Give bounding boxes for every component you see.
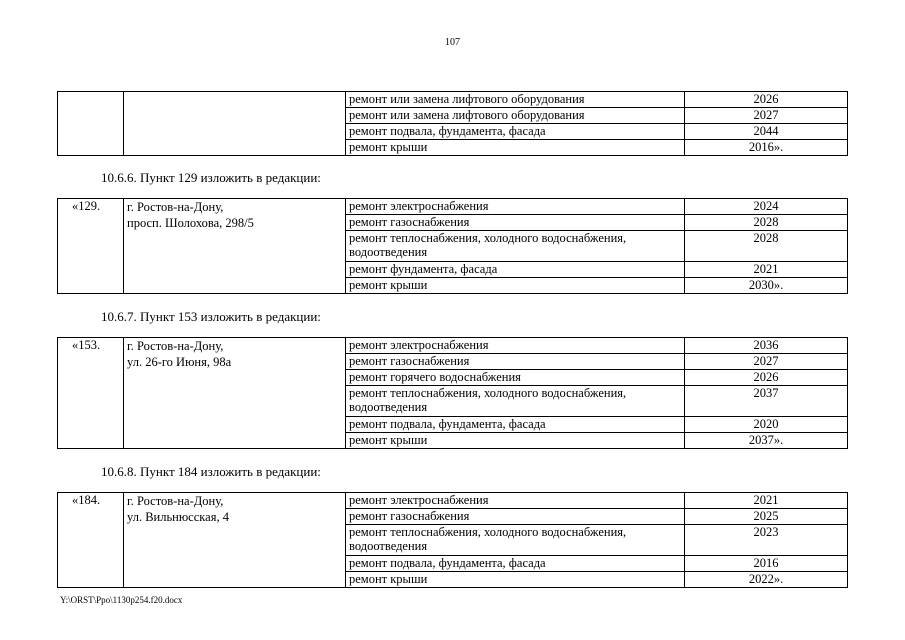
- work-type-cell: ремонт газоснабжения: [346, 509, 685, 525]
- work-type-cell: ремонт подвала, фундамента, фасада: [346, 556, 685, 572]
- work-type-cell: ремонт электроснабжения: [346, 199, 685, 215]
- address-city: г. Ростов-на-Дону,: [127, 200, 224, 214]
- work-type-cell: ремонт теплоснабжения, холодного водоснабжения, водоотведения: [346, 525, 685, 556]
- work-type-cell: ремонт крыши: [346, 572, 685, 588]
- work-type-cell: ремонт теплоснабжения, холодного водоснабжения, водоотведения: [346, 386, 685, 417]
- address-cell: [124, 338, 346, 449]
- year-cell: 2023: [685, 525, 848, 556]
- property-table-129: [57, 198, 848, 294]
- year-cell: 2021: [685, 262, 848, 278]
- year-cell: 2027: [685, 108, 848, 124]
- item-number-cell: «153.: [58, 338, 124, 449]
- year-cell: 2016».: [685, 140, 848, 156]
- year-cell: 2016: [685, 556, 848, 572]
- year-cell: 2037».: [685, 433, 848, 449]
- work-type-cell: ремонт газоснабжения: [346, 215, 685, 231]
- work-type-cell: ремонт крыши: [346, 140, 685, 156]
- section-heading-184: 10.6.8. Пункт 184 изложить в редакции:: [101, 464, 321, 479]
- year-cell: 2044: [685, 124, 848, 140]
- year-cell: 2028: [685, 231, 848, 262]
- property-table-continued: [57, 91, 848, 156]
- section-heading-153: 10.6.7. Пункт 153 изложить в редакции:: [101, 309, 321, 324]
- table-row: [58, 338, 848, 354]
- address-street: ул. 26-го Июня, 98а: [127, 355, 232, 369]
- address-cell: [124, 92, 346, 156]
- table-row: [58, 92, 848, 108]
- work-type-cell: ремонт электроснабжения: [346, 338, 685, 354]
- work-type-cell: ремонт горячего водоснабжения: [346, 370, 685, 386]
- year-cell: 2025: [685, 509, 848, 525]
- year-cell: 2020: [685, 417, 848, 433]
- year-cell: 2036: [685, 338, 848, 354]
- address-city: г. Ростов-на-Дону,: [127, 494, 224, 508]
- year-cell: 2026: [685, 92, 848, 108]
- page-number: 107: [445, 37, 460, 48]
- table-row: [58, 493, 848, 509]
- work-type-cell: ремонт подвала, фундамента, фасада: [346, 417, 685, 433]
- year-cell: 2030».: [685, 278, 848, 294]
- work-type-cell: ремонт фундамента, фасада: [346, 262, 685, 278]
- address-street: просп. Шолохова, 298/5: [127, 216, 254, 230]
- work-type-cell: ремонт крыши: [346, 278, 685, 294]
- section-heading-129: 10.6.6. Пункт 129 изложить в редакции:: [101, 170, 321, 185]
- item-number-cell: [58, 92, 124, 156]
- property-table-153: [57, 337, 848, 449]
- address-cell: [124, 493, 346, 588]
- address-cell: [124, 199, 346, 294]
- work-type-cell: ремонт или замена лифтового оборудования: [346, 92, 685, 108]
- item-number-cell: «129.: [58, 199, 124, 294]
- year-cell: 2037: [685, 386, 848, 417]
- year-cell: 2022».: [685, 572, 848, 588]
- work-type-cell: ремонт электроснабжения: [346, 493, 685, 509]
- work-type-cell: ремонт подвала, фундамента, фасада: [346, 124, 685, 140]
- table-row: [58, 199, 848, 215]
- year-cell: 2026: [685, 370, 848, 386]
- item-number-cell: «184.: [58, 493, 124, 588]
- work-type-cell: ремонт газоснабжения: [346, 354, 685, 370]
- year-cell: 2024: [685, 199, 848, 215]
- work-type-cell: ремонт крыши: [346, 433, 685, 449]
- footer-file-path: Y:\ORST\Ppo\1130p254.f20.docx: [60, 595, 183, 605]
- work-type-cell: ремонт теплоснабжения, холодного водоснабжения, водоотведения: [346, 231, 685, 262]
- year-cell: 2028: [685, 215, 848, 231]
- property-table-184: [57, 492, 848, 588]
- address-city: г. Ростов-на-Дону,: [127, 339, 224, 353]
- year-cell: 2027: [685, 354, 848, 370]
- work-type-cell: ремонт или замена лифтового оборудования: [346, 108, 685, 124]
- year-cell: 2021: [685, 493, 848, 509]
- address-street: ул. Вильнюсская, 4: [127, 510, 229, 524]
